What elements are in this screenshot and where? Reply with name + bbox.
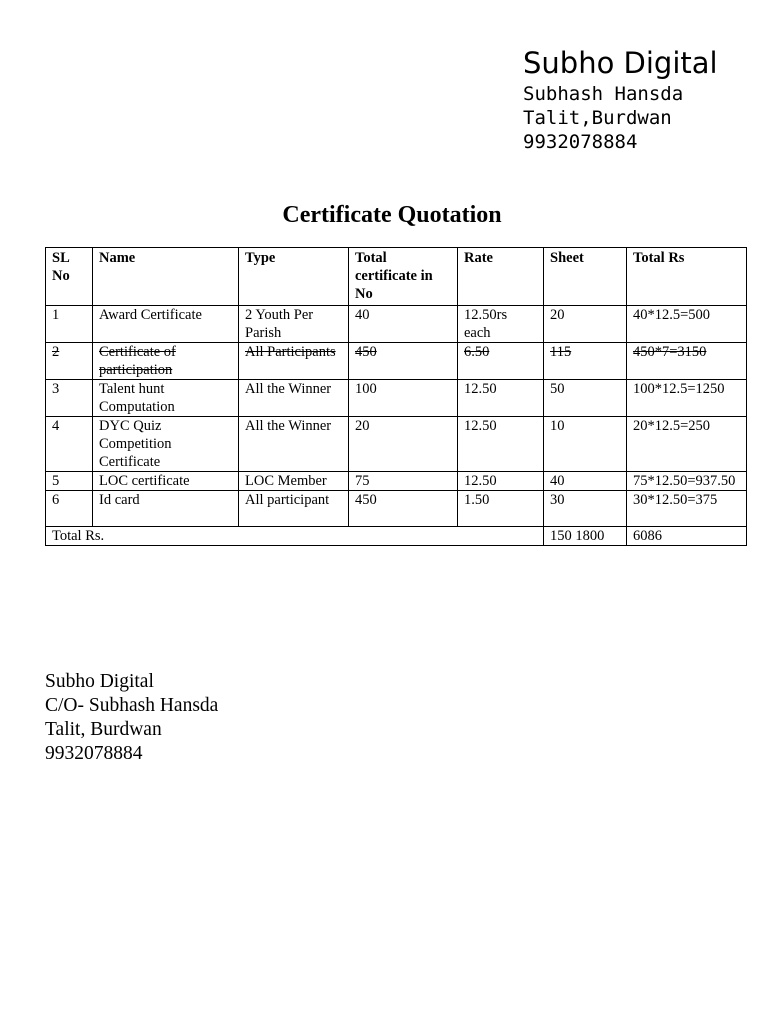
footer-phone: 9932078884 — [45, 743, 143, 764]
total-label: Total Rs. — [46, 527, 544, 546]
column-header-name: Name — [93, 248, 239, 306]
cell-rate: 12.50 — [458, 417, 544, 472]
cell-total-certificate: 20 — [349, 417, 458, 472]
column-header-sheet: Sheet — [544, 248, 627, 306]
cell-name — [93, 343, 239, 380]
table-row — [46, 380, 747, 417]
column-header-sl-no: SL No — [46, 248, 93, 306]
cell-type: All the Winner — [239, 417, 349, 472]
cell-rate: 1.50 — [458, 491, 544, 527]
cell-total-certificate: 450 — [349, 491, 458, 527]
cell-name: Talent hunt Computation — [93, 380, 239, 417]
cell-sl-no: 3 — [46, 380, 93, 417]
struck-text: 450*7=3150 — [633, 344, 707, 360]
cell-total-certificate — [349, 343, 458, 380]
cell-name: LOC certificate — [93, 472, 239, 491]
cell-sheet: 50 — [544, 380, 627, 417]
cell-total-rs: 20*12.5=250 — [627, 417, 747, 472]
column-header-total-certificate: Total certificate in No — [349, 248, 458, 306]
cell-sl-no: 6 — [46, 491, 93, 527]
column-header-rate: Rate — [458, 248, 544, 306]
cell-type: All the Winner — [239, 380, 349, 417]
cell-total-rs: 40*12.5=500 — [627, 306, 747, 343]
table-total-row — [46, 527, 747, 546]
cell-sl-no: 1 — [46, 306, 93, 343]
struck-text: 450 — [355, 344, 377, 360]
table-row — [46, 491, 747, 527]
cell-total-certificate: 75 — [349, 472, 458, 491]
struck-text: 6.50 — [464, 344, 490, 360]
cell-sheet — [544, 343, 627, 380]
company-phone: 9932078884 — [523, 131, 638, 153]
table-row-struck — [46, 343, 747, 380]
cell-name: Award Certificate — [93, 306, 239, 343]
cell-total-rs — [627, 343, 747, 380]
struck-text: All Participants — [245, 344, 336, 360]
footer-address-line: Talit, Burdwan — [45, 719, 162, 740]
cell-total-certificate: 40 — [349, 306, 458, 343]
cell-total-rs: 75*12.50=937.50 — [627, 472, 747, 491]
column-header-total-rs: Total Rs — [627, 248, 747, 306]
cell-type: LOC Member — [239, 472, 349, 491]
cell-total-rs: 100*12.5=1250 — [627, 380, 747, 417]
company-name: Subho Digital — [523, 46, 718, 80]
total-amount: 6086 — [627, 527, 747, 546]
cell-sl-no — [46, 343, 93, 380]
cell-type — [239, 343, 349, 380]
footer-company-name: Subho Digital — [45, 671, 154, 692]
struck-text: 2 — [52, 344, 60, 360]
cell-type: 2 Youth Per Parish — [239, 306, 349, 343]
cell-sheet: 40 — [544, 472, 627, 491]
quotation-table — [45, 247, 747, 546]
table-header-row — [46, 248, 747, 306]
document-title: Certificate Quotation — [282, 202, 502, 228]
cell-name: Id card — [93, 491, 239, 527]
cell-rate: 12.50 — [458, 472, 544, 491]
table-row — [46, 472, 747, 491]
cell-sl-no: 5 — [46, 472, 93, 491]
cell-rate: 12.50rs each — [458, 306, 544, 343]
cell-name: DYC Quiz Competition Certificate — [93, 417, 239, 472]
struck-text: 115 — [550, 344, 572, 360]
cell-rate — [458, 343, 544, 380]
cell-type: All participant — [239, 491, 349, 527]
company-address: Talit,Burdwan — [523, 107, 672, 129]
cell-sheet: 20 — [544, 306, 627, 343]
letterhead — [523, 44, 718, 154]
footer-care-of: C/O- Subhash Hansda — [45, 695, 219, 716]
cell-sheet: 30 — [544, 491, 627, 527]
cell-total-rs: 30*12.50=375 — [627, 491, 747, 527]
total-sheet: 150 1800 — [544, 527, 627, 546]
table-row — [46, 417, 747, 472]
cell-total-certificate: 100 — [349, 380, 458, 417]
table-row — [46, 306, 747, 343]
proprietor-name: Subhash Hansda — [523, 83, 684, 105]
cell-sl-no: 4 — [46, 417, 93, 472]
cell-rate: 12.50 — [458, 380, 544, 417]
cell-sheet: 10 — [544, 417, 627, 472]
column-header-type: Type — [239, 248, 349, 306]
footer-address — [45, 670, 218, 766]
struck-text: Certificate of participation — [99, 344, 176, 378]
